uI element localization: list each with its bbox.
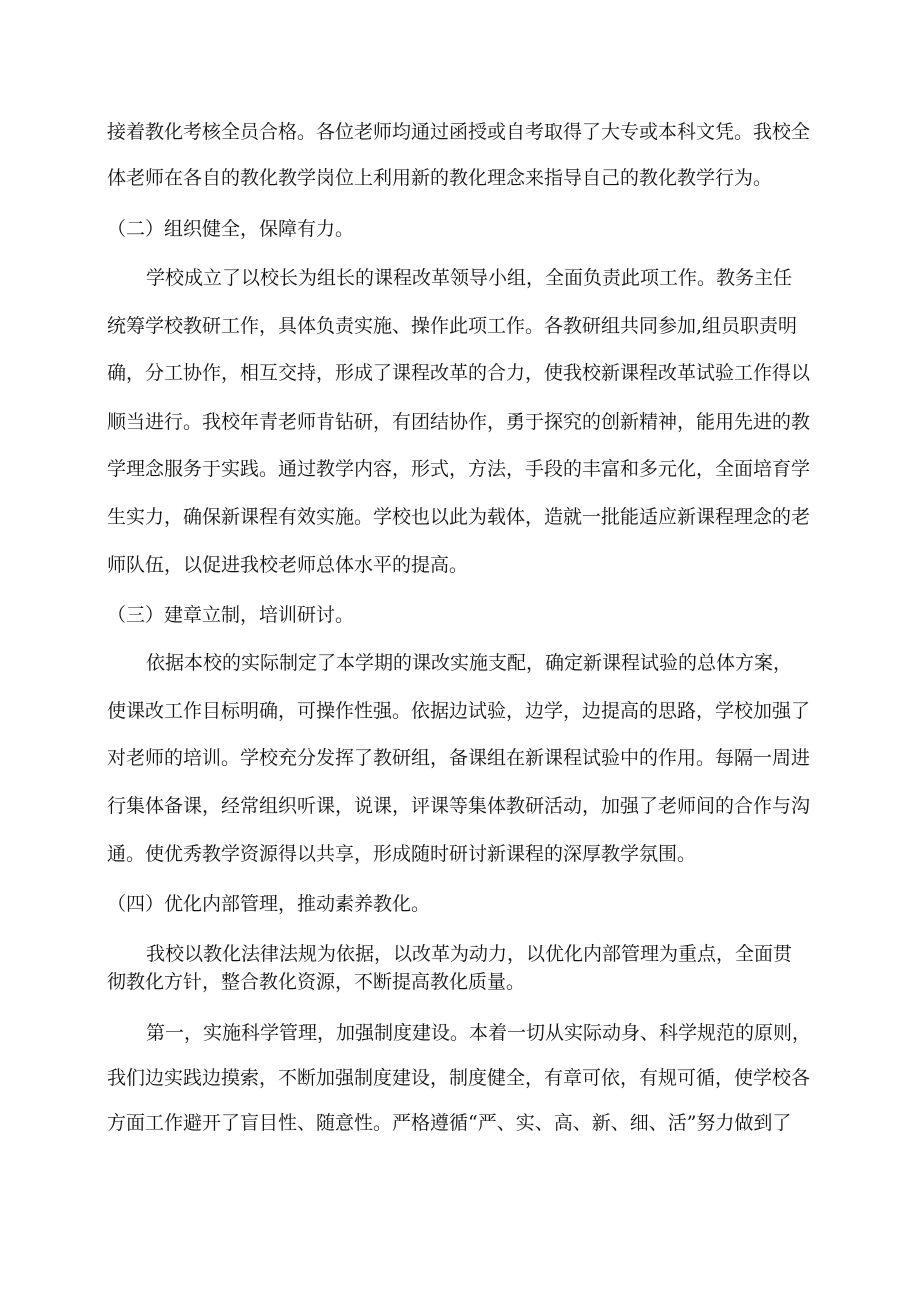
paragraph-first-line: 依据本校的实际制定了本学期的课改实施支配，确定新课程试验的总体方案， (146, 652, 793, 674)
body-text-line: 我们边实践边摸索，不断加强制度建设，制度健全，有章可依，有规可循，使学校各 (107, 1067, 811, 1089)
body-text-line: 体老师在各自的教化教学岗位上利用新的教化理念来指导自己的教化教学行为。 (107, 167, 773, 189)
body-text-line: 生实力，确保新课程有效实施。学校也以此为载体，造就一批能适应新课程理念的老 (107, 506, 811, 528)
section-heading: （三）建章立制，培训研讨。 (107, 604, 355, 626)
section-heading: （四）优化内部管理，推动素养教化。 (107, 893, 431, 915)
body-text-line: 对老师的培训。学校充分发挥了教研组，备课组在新课程试验中的作用。每隔一周进 (107, 747, 811, 769)
body-text-line: 彻教化方针，整合教化资源，不断提高教化质量。 (107, 971, 526, 993)
body-text-line: 通。使优秀教学资源得以共享，形成随时研讨新课程的深厚教学氛围。 (107, 843, 697, 865)
body-text-line: 确，分工协作，相互交持，形成了课程改革的合力，使我校新课程改革试验工作得以 (107, 362, 811, 384)
body-text-line: 方面工作避开了盲目性、随意性。严格遵循“严、实、高、新、细、活”努力做到了 (107, 1112, 792, 1134)
body-text-line: 师队伍，以促进我校老师总体水平的提高。 (107, 554, 469, 576)
body-text-line: 行集体备课，经常组织听课，说课，评课等集体教研活动，加强了老师间的合作与沟 (107, 795, 811, 817)
section-heading: （二）组织健全，保障有力。 (107, 218, 355, 240)
body-text-line: 顺当进行。我校年青老师肯钻研，有团结协作，勇于探究的创新精神，能用先进的教 (107, 411, 811, 433)
paragraph-first-line: 我校以教化法律法规为依据，以改革为动力，以优化内部管理为重点，全面贯 (146, 943, 793, 965)
body-text-line: 学理念服务于实践。通过教学内容，形式，方法，手段的丰富和多元化，全面培育学 (107, 458, 811, 480)
body-text-line: 使课改工作目标明确，可操作性强。依据边试验，边学，边提高的思路，学校加强了 (107, 700, 811, 722)
paragraph-first-line: 第一，实施科学管理，加强制度建设。本着一切从实际动身、科学规范的原则， (146, 1022, 812, 1044)
paragraph-first-line: 学校成立了以校长为组长的课程改革领导小组，全面负责此项工作。教务主任 (146, 267, 793, 289)
body-text-line: 接着教化考核全员合格。各位老师均通过函授或自考取得了大专或本科文凭。我校全 (107, 121, 811, 143)
body-text-line: 统筹学校教研工作，具体负责实施、操作此项工作。各教研组共同参加,组员职责明 (107, 315, 798, 337)
